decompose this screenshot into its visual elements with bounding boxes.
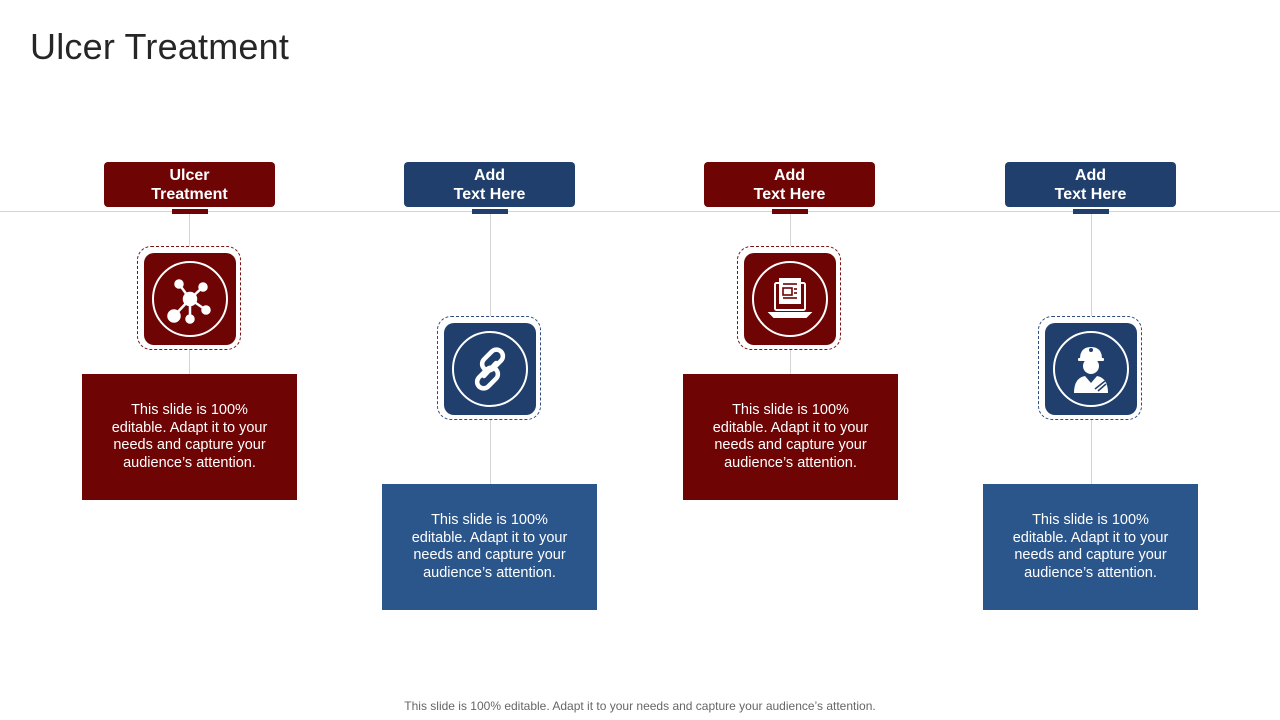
icon-box (744, 253, 836, 345)
icon-frame (437, 316, 541, 420)
slide-title: Ulcer Treatment (30, 26, 290, 67)
description-box (983, 484, 1198, 610)
footer-note: This slide is 100% editable. Adapt it to your needs and capture your audience’s attention. (404, 699, 876, 713)
label-line-2: Text Here (453, 185, 526, 203)
label-line-2: Text Here (1054, 185, 1127, 203)
description-text: This slide is 100% editable. Adapt it to your needs and capture your audience’s attention. (712, 402, 869, 471)
description-text: This slide is 100% editable. Adapt it to your needs and capture your audience’s attention. (111, 402, 268, 471)
description-text: This slide is 100% editable. Adapt it to your needs and capture your audience’s attention. (411, 512, 568, 581)
label-line-1: Ulcer (169, 166, 210, 184)
chain-link-icon (444, 323, 536, 415)
icon-frame (737, 246, 841, 350)
label-line-2: Treatment (151, 185, 228, 203)
description-text: This slide is 100% editable. Adapt it to your needs and capture your audience’s attention. (1012, 512, 1169, 581)
icon-box (444, 323, 536, 415)
label-tab (172, 209, 208, 214)
laptop-document-icon (744, 253, 836, 345)
description-box (683, 374, 898, 500)
icon-box (1045, 323, 1137, 415)
description-box (82, 374, 297, 500)
label-line-2: Text Here (753, 185, 826, 203)
label-line-1: Add (1074, 166, 1107, 184)
label-line-1: Add (773, 166, 806, 184)
network-icon (144, 253, 236, 345)
column-label (1005, 162, 1176, 207)
column-label (704, 162, 875, 207)
icon-frame (1038, 316, 1142, 420)
worker-icon (1045, 323, 1137, 415)
description-box (382, 484, 597, 610)
label-line-1: Add (473, 166, 506, 184)
icon-frame (137, 246, 241, 350)
column-label (404, 162, 575, 207)
icon-box (144, 253, 236, 345)
column-label (104, 162, 275, 207)
